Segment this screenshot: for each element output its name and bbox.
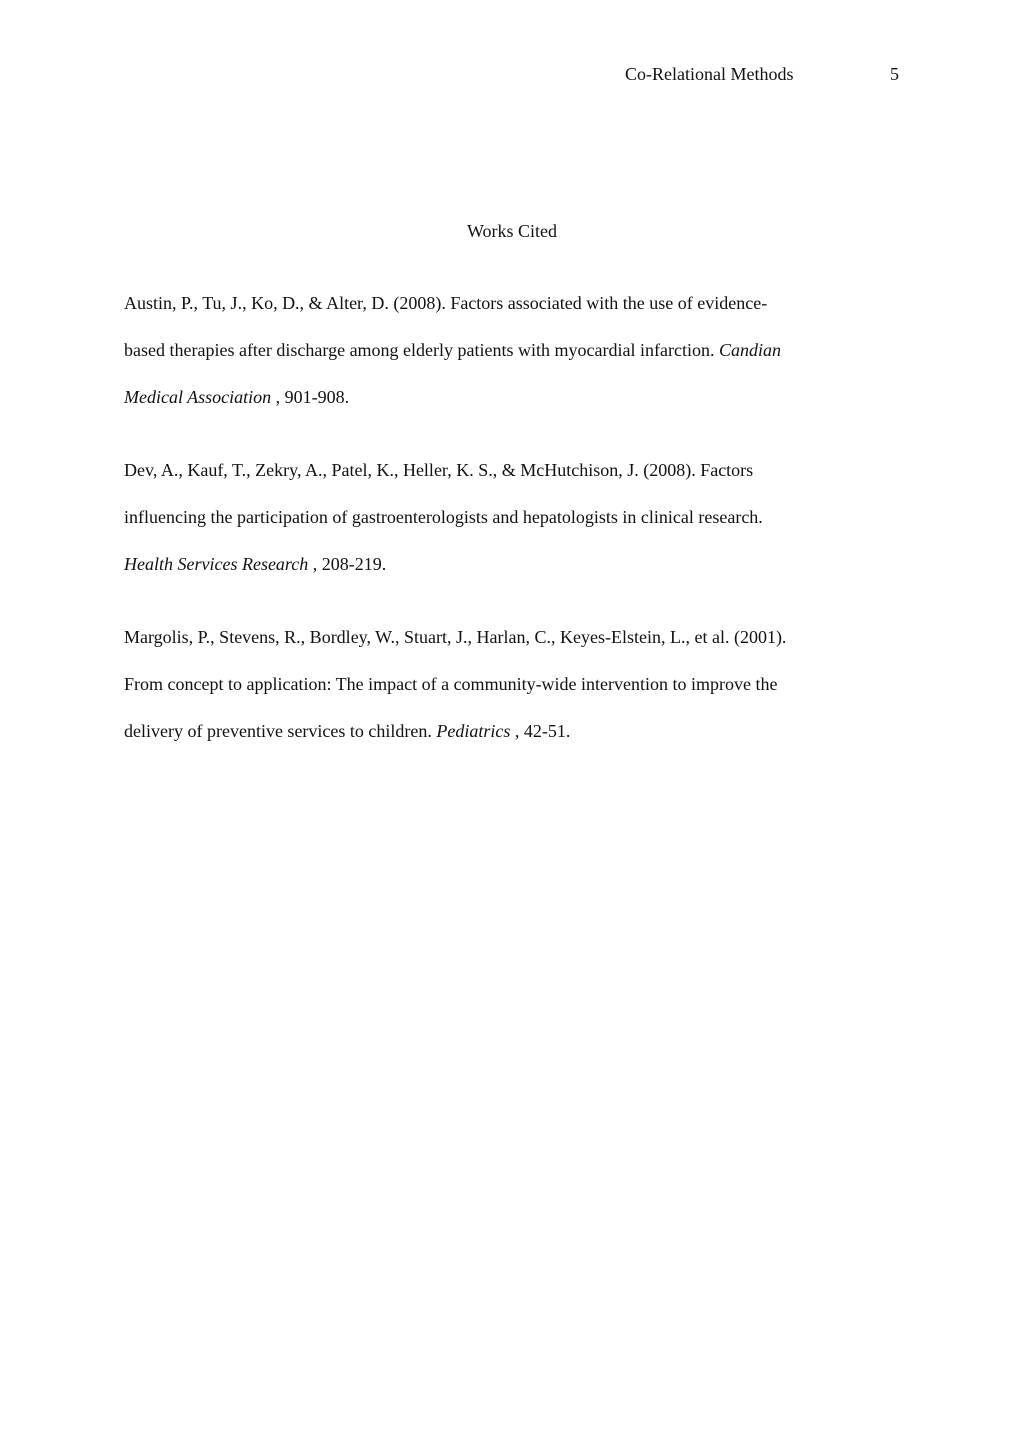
- reference-line: Margolis, P., Stevens, R., Bordley, W., Stuart, J., Harlan, C., Keyes-Elstein, L., et al. (2001).: [124, 627, 787, 647]
- reference-line: [124, 386, 349, 408]
- journal-title: Pediatrics: [436, 721, 511, 741]
- reference-line: From concept to application: The impact of a community-wide intervention to improve the: [124, 674, 778, 694]
- page-number: 5: [890, 64, 899, 84]
- page-title: Works Cited: [466, 221, 558, 241]
- journal-title: Medical Association: [124, 387, 272, 407]
- reference-line: Austin, P., Tu, J., Ko, D., & Alter, D. (2008). Factors associated with the use of evidence-: [124, 293, 768, 313]
- reference-pages: , 901-908.: [271, 387, 350, 407]
- reference-line: [124, 553, 386, 575]
- reference-text: delivery of preventive services to children.: [124, 721, 437, 741]
- journal-title: Candian: [718, 340, 781, 360]
- journal-title: Health Services Research: [124, 554, 309, 574]
- reference-text: based therapies after discharge among elderly patients with myocardial infarction.: [124, 340, 719, 360]
- reference-line: Dev, A., Kauf, T., Zekry, A., Patel, K., Heller, K. S., & McHutchison, J. (2008). Factors: [124, 460, 754, 480]
- reference-pages: , 42-51.: [510, 721, 571, 741]
- reference-pages: , 208-219.: [308, 554, 387, 574]
- reference-line: [124, 720, 570, 742]
- reference-line: [124, 339, 781, 361]
- running-head: Co-Relational Methods: [625, 64, 794, 84]
- reference-line: influencing the participation of gastroenterologists and hepatologists in clinical research.: [124, 507, 763, 527]
